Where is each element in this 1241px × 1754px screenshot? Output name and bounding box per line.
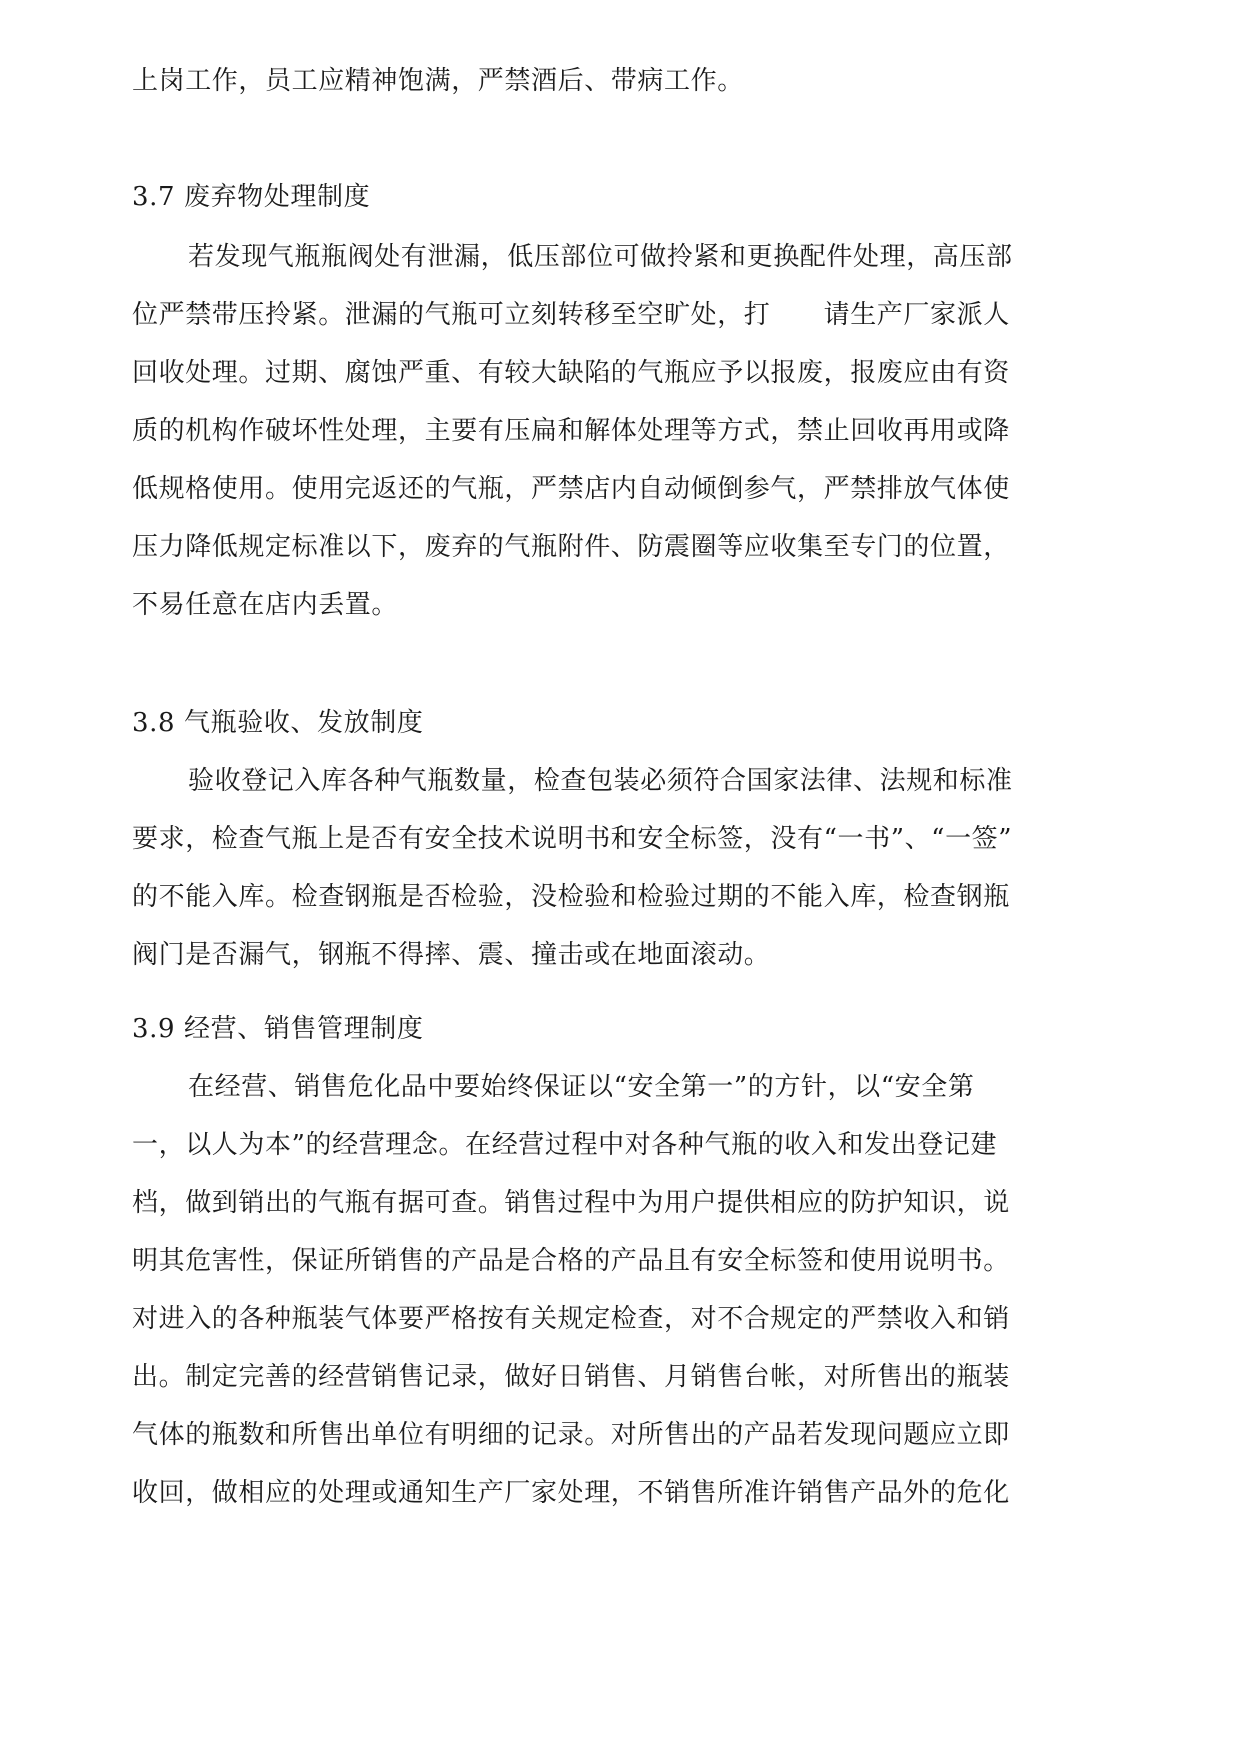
- section-heading-3-8: 3.8 气瓶验收、发放制度: [132, 708, 424, 738]
- paragraph-line: 阀门是否漏气，钢瓶不得摔、震、撞击或在地面滚动。: [132, 940, 771, 970]
- paragraph-line: 的不能入库。检查钢瓶是否检验，没检验和检验过期的不能入库，检查钢瓶: [132, 882, 1010, 912]
- section-heading-3-7: 3.7 废弃物处理制度: [132, 182, 371, 212]
- section-heading-3-9: 3.9 经营、销售管理制度: [132, 1014, 424, 1044]
- paragraph-line: 要求，检查气瓶上是否有安全技术说明书和安全标签，没有“一书”、“一签”: [132, 824, 1013, 854]
- paragraph-line: 气体的瓶数和所售出单位有明细的记录。对所售出的产品若发现问题应立即: [132, 1420, 1010, 1450]
- paragraph-line: 上岗工作，员工应精神饱满，严禁酒后、带病工作。: [132, 66, 744, 96]
- paragraph-line: 出。制定完善的经营销售记录，做好日销售、月销售台帐，对所售出的瓶装: [132, 1362, 1010, 1392]
- paragraph-line: 明其危害性，保证所销售的产品是合格的产品且有安全标签和使用说明书。: [132, 1246, 1010, 1276]
- paragraph-line: 验收登记入库各种气瓶数量，检查包装必须符合国家法律、法规和标准: [188, 766, 1013, 796]
- paragraph-line: 若发现气瓶瓶阀处有泄漏，低压部位可做拎紧和更换配件处理，高压部: [188, 242, 1013, 272]
- paragraph-line: 在经营、销售危化品中要始终保证以“安全第一”的方针，以“安全第: [188, 1072, 975, 1102]
- paragraph-line: 位严禁带压拎紧。泄漏的气瓶可立刻转移至空旷处，打 请生产厂家派人: [132, 300, 1010, 330]
- paragraph-line: 低规格使用。使用完返还的气瓶，严禁店内自动倾倒参气，严禁排放气体使: [132, 474, 1010, 504]
- paragraph-line: 质的机构作破坏性处理，主要有压扁和解体处理等方式，禁止回收再用或降: [132, 416, 1010, 446]
- paragraph-line: 一，以人为本”的经营理念。在经营过程中对各种气瓶的收入和发出登记建: [132, 1130, 998, 1160]
- paragraph-line: 回收处理。过期、腐蚀严重、有较大缺陷的气瓶应予以报废，报废应由有资: [132, 358, 1010, 388]
- paragraph-line: 档，做到销出的气瓶有据可查。销售过程中为用户提供相应的防护知识，说: [132, 1188, 1010, 1218]
- paragraph-line: 对进入的各种瓶装气体要严格按有关规定检查，对不合规定的严禁收入和销: [132, 1304, 1010, 1334]
- paragraph-line: 压力降低规定标准以下，废弃的气瓶附件、防震圈等应收集至专门的位置，: [132, 532, 1010, 562]
- paragraph-line: 收回，做相应的处理或通知生产厂家处理，不销售所准许销售产品外的危化: [132, 1478, 1010, 1508]
- paragraph-line: 不易任意在店内丢置。: [132, 590, 399, 620]
